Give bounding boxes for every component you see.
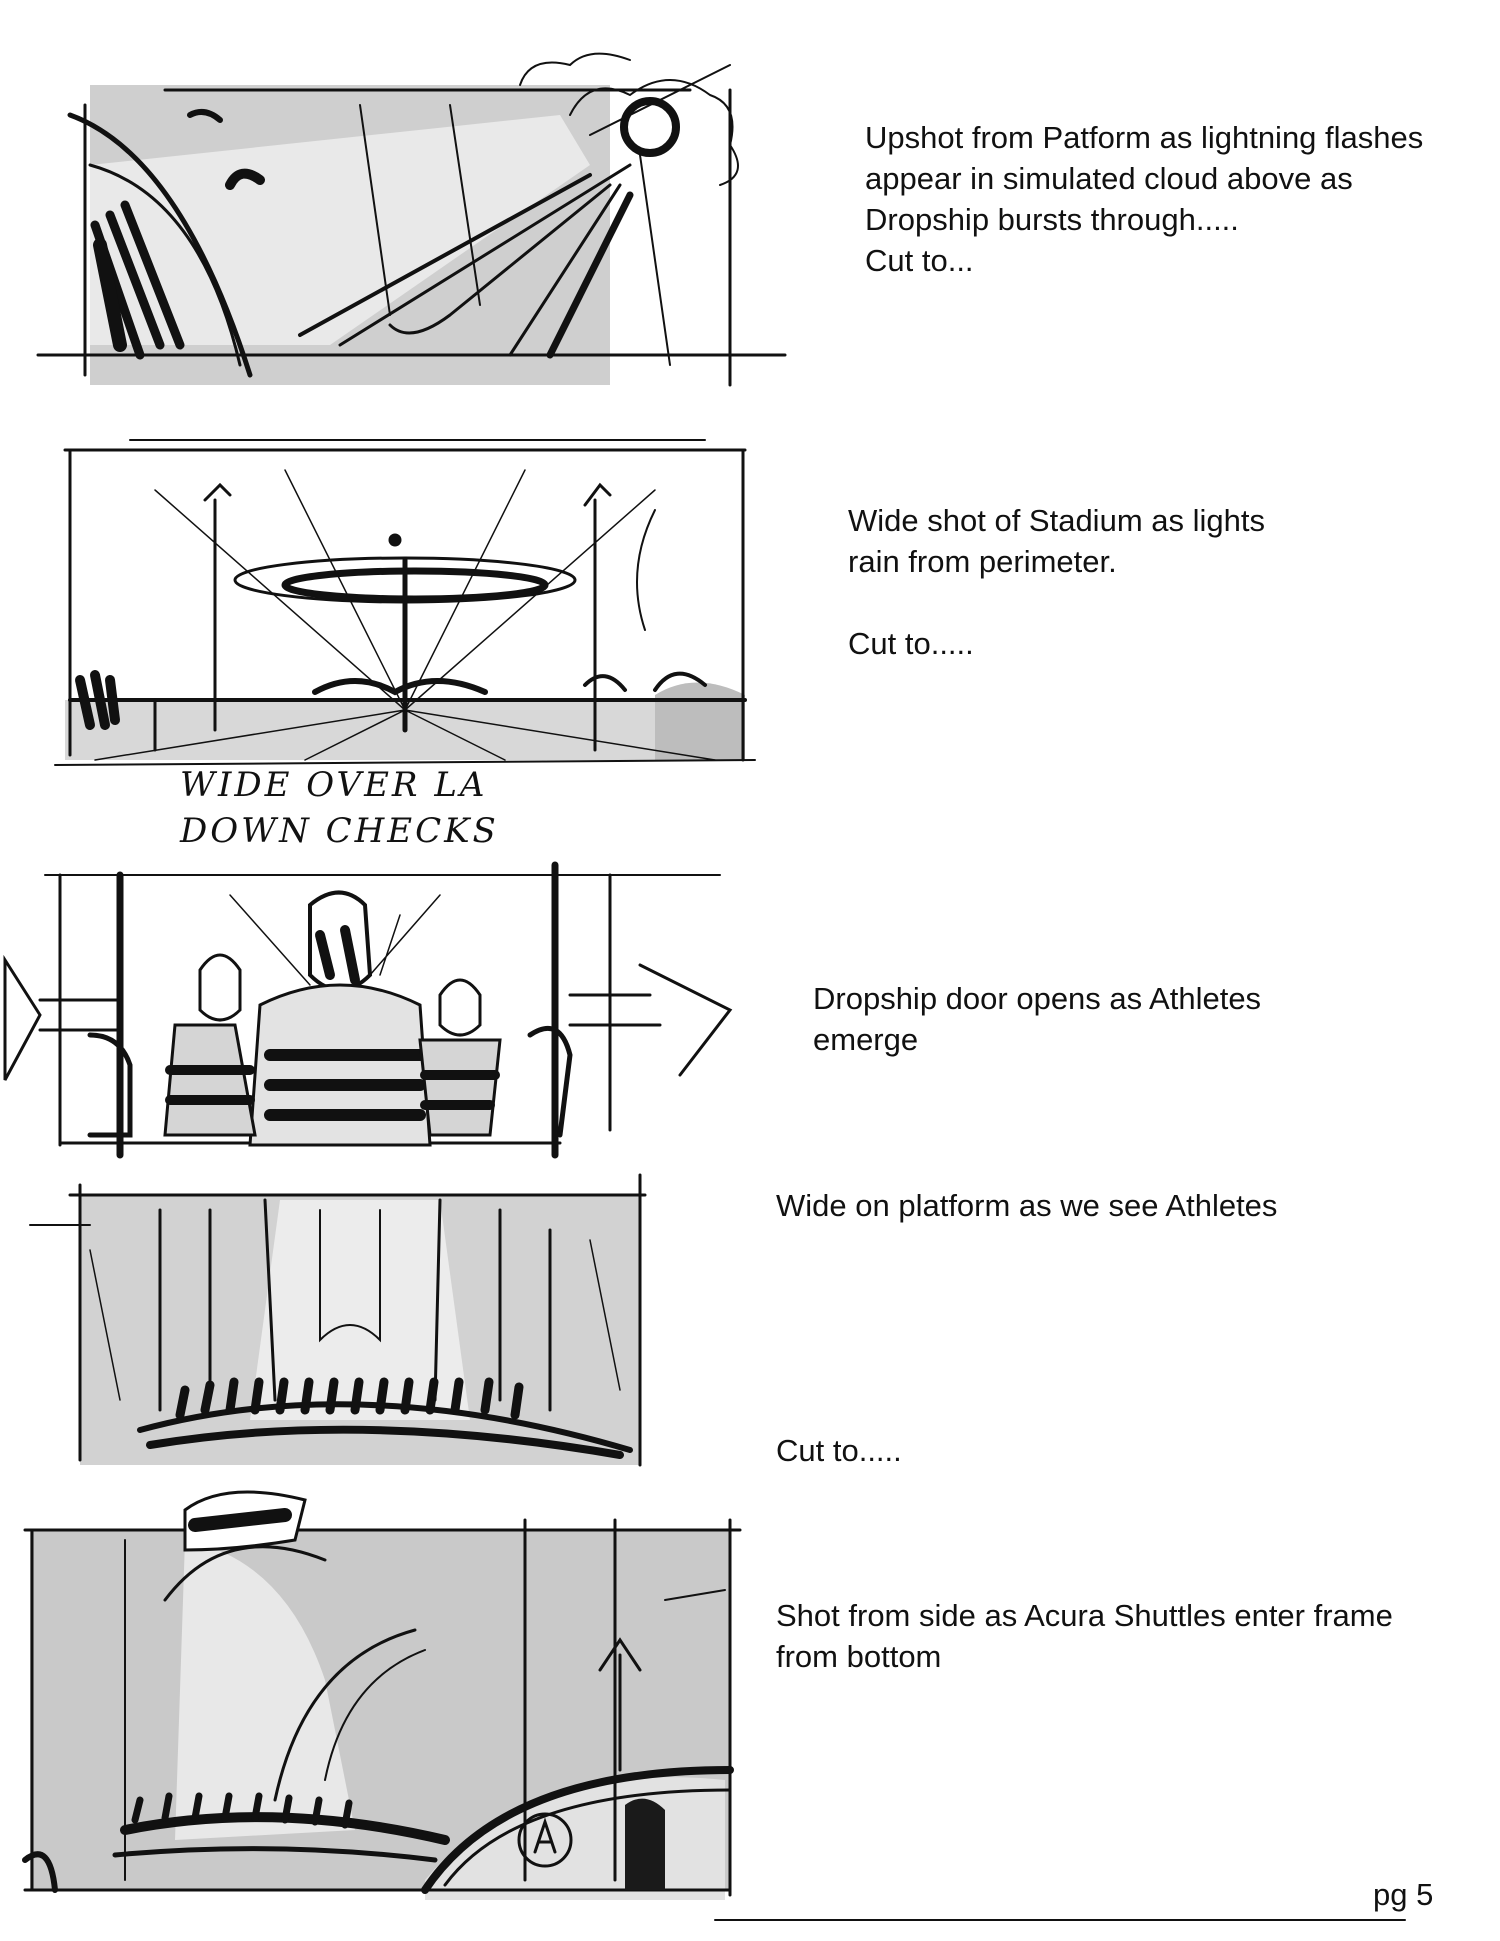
panel-4-caption: Wide on platform as we see Athletes: [776, 1188, 1278, 1223]
panel-2-sketch: [55, 430, 755, 760]
panel-5-sketch: [25, 1480, 745, 1920]
handwritten-note: WIDE OVER LA DOWN CHECKS: [180, 765, 499, 851]
panel-1-caption: Upshot from Patform as lightning flashes appear in simulated cloud above as Dropship bursts through..... Cut to...: [865, 120, 1424, 278]
panel-5-caption: Shot from side as Acura Shuttles enter frame from bottom: [776, 1598, 1393, 1674]
panel-3-sketch: [0, 855, 740, 1165]
storyboard-panel-2: [55, 430, 755, 850]
panel-1-sketch: [30, 45, 790, 415]
panel-2-caption: Wide shot of Stadium as lights rain from perimeter. Cut to.....: [848, 503, 1265, 661]
storyboard-panel-4: [30, 1170, 670, 1470]
panel-3-caption: Dropship door opens as Athletes emerge: [813, 981, 1262, 1057]
storyboard-panel-3: [0, 855, 740, 1165]
page-number: pg 5: [1373, 1877, 1434, 1912]
storyboard-panel-5: [25, 1480, 745, 1920]
storyboard-panel-1: [30, 45, 790, 415]
panel-4-sketch: [30, 1170, 670, 1470]
panel-4-caption-tail: Cut to.....: [776, 1433, 902, 1468]
